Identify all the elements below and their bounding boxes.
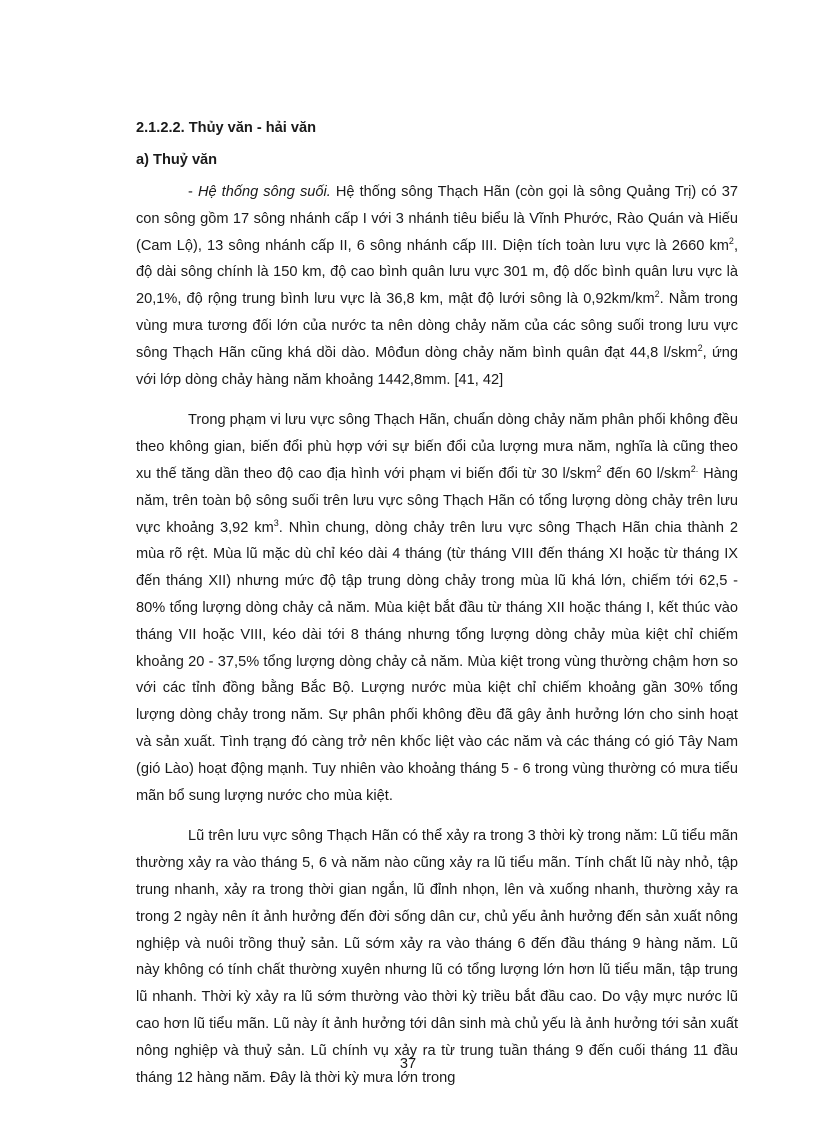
italic-lead: Hệ thống sông suối. <box>197 184 331 200</box>
subsection-heading: a) Thuỷ văn <box>136 152 218 168</box>
paragraph-floods: Lũ trên lưu vực sông Thạch Hãn có thể xảy ra trong 3 thời kỳ trong năm: Lũ tiểu mãn thường xảy ra vào tháng 5, 6 và năm nào cũng xảy ra lũ tiểu mãn. Tính chất lũ này nhỏ, tập trung nhanh, xảy ra trong thời gian ngắn, lũ đỉnh nhọn, lên và xuống nhanh, thường xảy ra trong 2 ngày nên ít ảnh hưởng đến đời sống dân cư, chủ yếu ảnh hưởng đến sản xuất nông nghiệp và nuôi trồng thuỷ sản. Lũ sớm xảy ra vào tháng 6 đến đầu tháng 9 hàng năm. Lũ này không có tính chất thường xuyên nhưng lũ có tổng lượng lớn hơn lũ tiểu mãn, tập trung lũ nhanh. Thời kỳ xảy ra lũ sớm thường vào thời kỳ triều bắt đầu cao. Do vậy mực nước lũ cao hơn lũ tiểu mãn. Lũ này ít ảnh hưởng tới dân sinh mà chủ yếu là ảnh hưởng tới sản xuất nông nghiệp và thuỷ sản. Lũ chính vụ xảy ra từ trung tuần tháng 9 đến cuối tháng 11 đầu tháng 12 hàng năm. Đây là thời kỳ mưa lớn trong <box>136 828 738 1086</box>
page-number: 37 <box>399 1056 417 1072</box>
paragraph-river-system: - Hệ thống sông suối. Hệ thống sông Thạch Hãn (còn gọi là sông Quảng Trị) có 37 con sông gồm 17 sông nhánh cấp I với 3 nhánh tiêu biểu là Vĩnh Phước, Rào Quán và Hiếu (Cam Lộ), 13 sông nhánh cấp II, 6 sông nhánh cấp III. Diện tích toàn lưu vực là 2660 $km^2$, độ dài sông chính là 150 km, độ cao bình quân lưu vực 301 m, độ dốc bình quân lưu vực là 20,1%, độ rộng trung bình lưu vực là 36,8 km, mật độ lưới sông là $0,92km/km^2$. Nằm trong vùng mưa tương đối lớn của nước ta nên dòng chảy năm của các sông suối trong lưu vực sông Thạch Hãn cũng khá dồi dào. Môđun dòng chảy năm bình quân đạt 44,8 l/skm$^2$, ứng với lớp dòng chảy hàng năm khoảng 1442,8mm. [41, 42] <box>136 184 738 388</box>
paragraph-flow-distribution: Trong phạm vi lưu vực sông Thạch Hãn, chuẩn dòng chảy năm phân phối không đều theo không gian, biến đổi phù hợp với sự biến đổi của lượng mưa năm, nghĩa là cũng theo xu thế tăng dần theo độ cao địa hình với phạm vi biến đổi từ 30 l/skm$^2$ đến 60 l/skm$^{2.}$ Hàng năm, trên toàn bộ sông suối trên lưu vực sông Thạch Hãn có tổng lượng dòng chảy trên lưu vực khoảng 3,92 $km^3$. Nhìn chung, dòng chảy trên lưu vực sông Thạch Hãn chia thành 2 mùa rõ rệt. Mùa lũ mặc dù chỉ kéo dài 4 tháng (từ tháng VIII đến tháng XI hoặc từ tháng IX đến tháng XII) nhưng mức độ tập trung dòng chảy trong mùa lũ khá lớn, chiếm tới 62,5 - 80% tổng lượng dòng chảy cả năm. Mùa kiệt bắt đầu từ tháng XII hoặc tháng I, kết thúc vào tháng VII hoặc VIII, kéo dài tới 8 tháng nhưng tổng lượng dòng chảy mùa kiệt chỉ chiếm khoảng 20 - 37,5% tổng lượng dòng chảy cả năm. Mùa kiệt trong vùng thường chậm hơn so với các tỉnh đồng bằng Bắc Bộ. Lượng nước mùa kiệt chỉ chiếm khoảng gần 30% tổng lượng dòng chảy trong năm. Sự phân phối không đều đã gây ảnh hưởng lớn cho sinh hoạt và sản xuất. Tình trạng đó càng trở nên khốc liệt vào các năm và các tháng có gió Tây Nam (gió Lào) hoạt động mạnh. Tuy nhiên vào khoảng tháng 5 - 6 trong vùng thường có mưa tiểu mãn bổ sung lượng nước cho mùa kiệt. <box>136 412 738 804</box>
section-heading: 2.1.2.2. Thủy văn - hải văn <box>136 120 317 136</box>
